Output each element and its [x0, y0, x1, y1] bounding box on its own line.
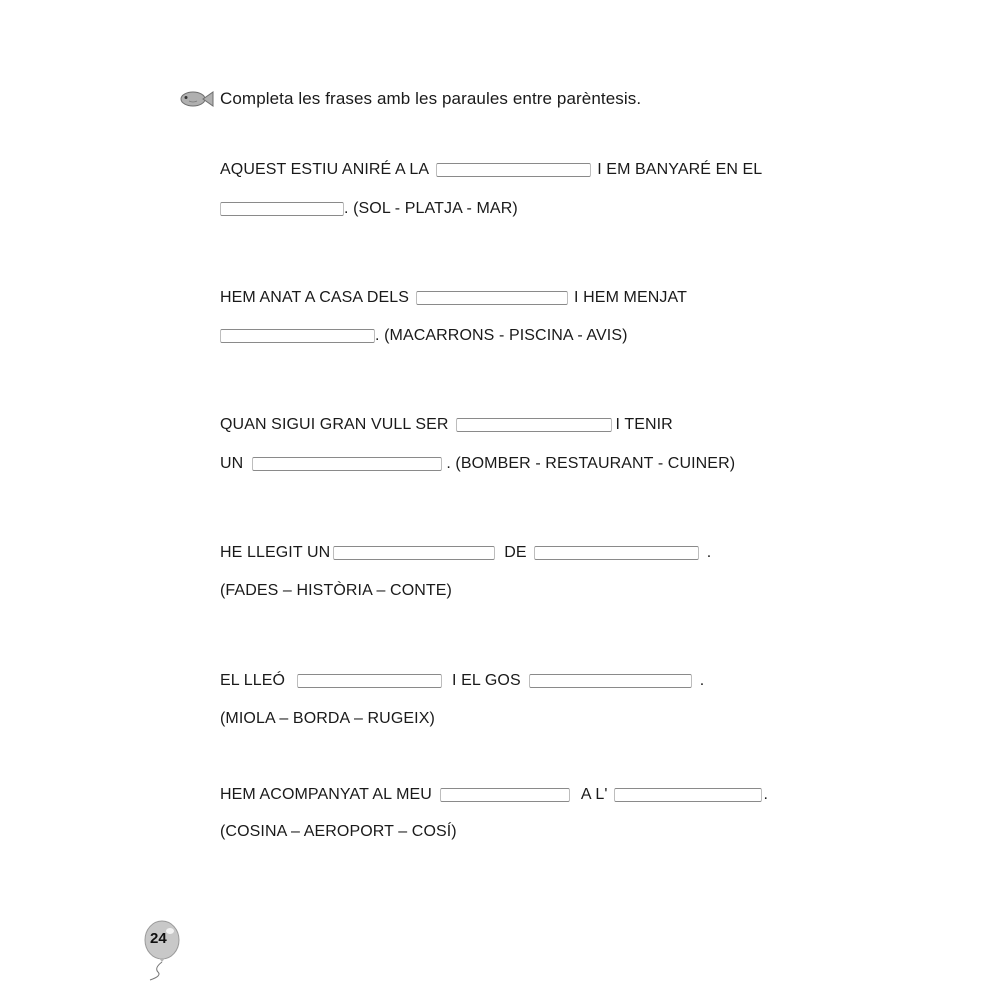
exercise-4-line-1 — [220, 541, 711, 565]
exercise-1-blank-2[interactable] — [220, 202, 344, 216]
exercise-4-text-end: . — [706, 544, 712, 561]
exercise-5-blank-2[interactable] — [529, 674, 692, 688]
exercise-3-blank-1[interactable] — [456, 418, 612, 432]
exercise-4-line-2 — [220, 579, 452, 603]
exercise-3-text-start: UN — [220, 455, 244, 472]
exercise-3-words: . (BOMBER - RESTAURANT - CUINER) — [446, 455, 736, 472]
exercise-1-words: . (SOL - PLATJA - MAR) — [344, 200, 518, 217]
exercise-4-words: (FADES – HISTÒRIA – CONTE) — [220, 582, 452, 599]
exercise-4-text-middle: DE — [504, 544, 527, 561]
exercise-6-text-end: . — [763, 786, 769, 803]
exercise-2-blank-1[interactable] — [416, 291, 568, 305]
exercise-2-text-middle: I HEM MENJAT — [574, 289, 687, 306]
page-number-badge — [140, 918, 194, 982]
exercise-2-words: . (MACARRONS - PISCINA - AVIS) — [375, 327, 628, 344]
exercise-6-blank-2[interactable] — [614, 788, 762, 802]
exercise-2-line-2 — [220, 324, 628, 348]
exercise-1-blank-1[interactable] — [436, 163, 591, 177]
exercise-5-words: (MIOLA – BORDA – RUGEIX) — [220, 710, 435, 727]
balloon-icon — [140, 918, 194, 982]
exercise-5-text-end: . — [699, 672, 705, 689]
exercise-5-line-1 — [220, 669, 704, 693]
exercise-3-line-2 — [220, 452, 735, 476]
exercise-3-text-middle: I TENIR — [615, 416, 673, 433]
exercise-6-line-1 — [220, 783, 768, 807]
instruction-header — [178, 86, 641, 112]
exercise-2-text-before: HEM ANAT A CASA DELS — [220, 289, 410, 306]
exercise-6-text-before: HEM ACOMPANYAT AL MEU — [220, 786, 432, 803]
exercise-6-line-2 — [220, 820, 457, 844]
fish-icon — [178, 89, 214, 109]
exercise-6-text-middle: A L' — [580, 786, 608, 803]
exercise-3-line-1 — [220, 413, 673, 437]
exercise-2-blank-2[interactable] — [220, 329, 375, 343]
exercise-3-blank-2[interactable] — [252, 457, 442, 471]
exercise-1-line-1 — [220, 158, 762, 182]
exercise-5-text-middle: I EL GOS — [452, 672, 521, 689]
exercise-5-blank-1[interactable] — [297, 674, 442, 688]
exercise-2-line-1 — [220, 286, 687, 310]
exercise-3-text-before: QUAN SIGUI GRAN VULL SER — [220, 416, 449, 433]
exercise-4-blank-1[interactable] — [333, 546, 495, 560]
exercise-6-words: (COSINA – AEROPORT – COSÍ) — [220, 823, 457, 840]
exercise-1-text-before: AQUEST ESTIU ANIRÉ A LA — [220, 161, 430, 178]
exercise-4-blank-2[interactable] — [534, 546, 699, 560]
exercise-1-line-2 — [220, 197, 518, 221]
instruction-text: Completa les frases amb les paraules entre parèntesis. — [220, 89, 642, 108]
exercise-5-text-before: EL LLEÓ — [220, 672, 286, 689]
exercise-4-text-before: HE LLEGIT UN — [220, 544, 331, 561]
exercise-6-blank-1[interactable] — [440, 788, 570, 802]
exercise-5-line-2 — [220, 707, 435, 731]
page-number: 24 — [150, 930, 167, 947]
exercise-1-text-middle: I EM BANYARÉ EN EL — [597, 161, 763, 178]
